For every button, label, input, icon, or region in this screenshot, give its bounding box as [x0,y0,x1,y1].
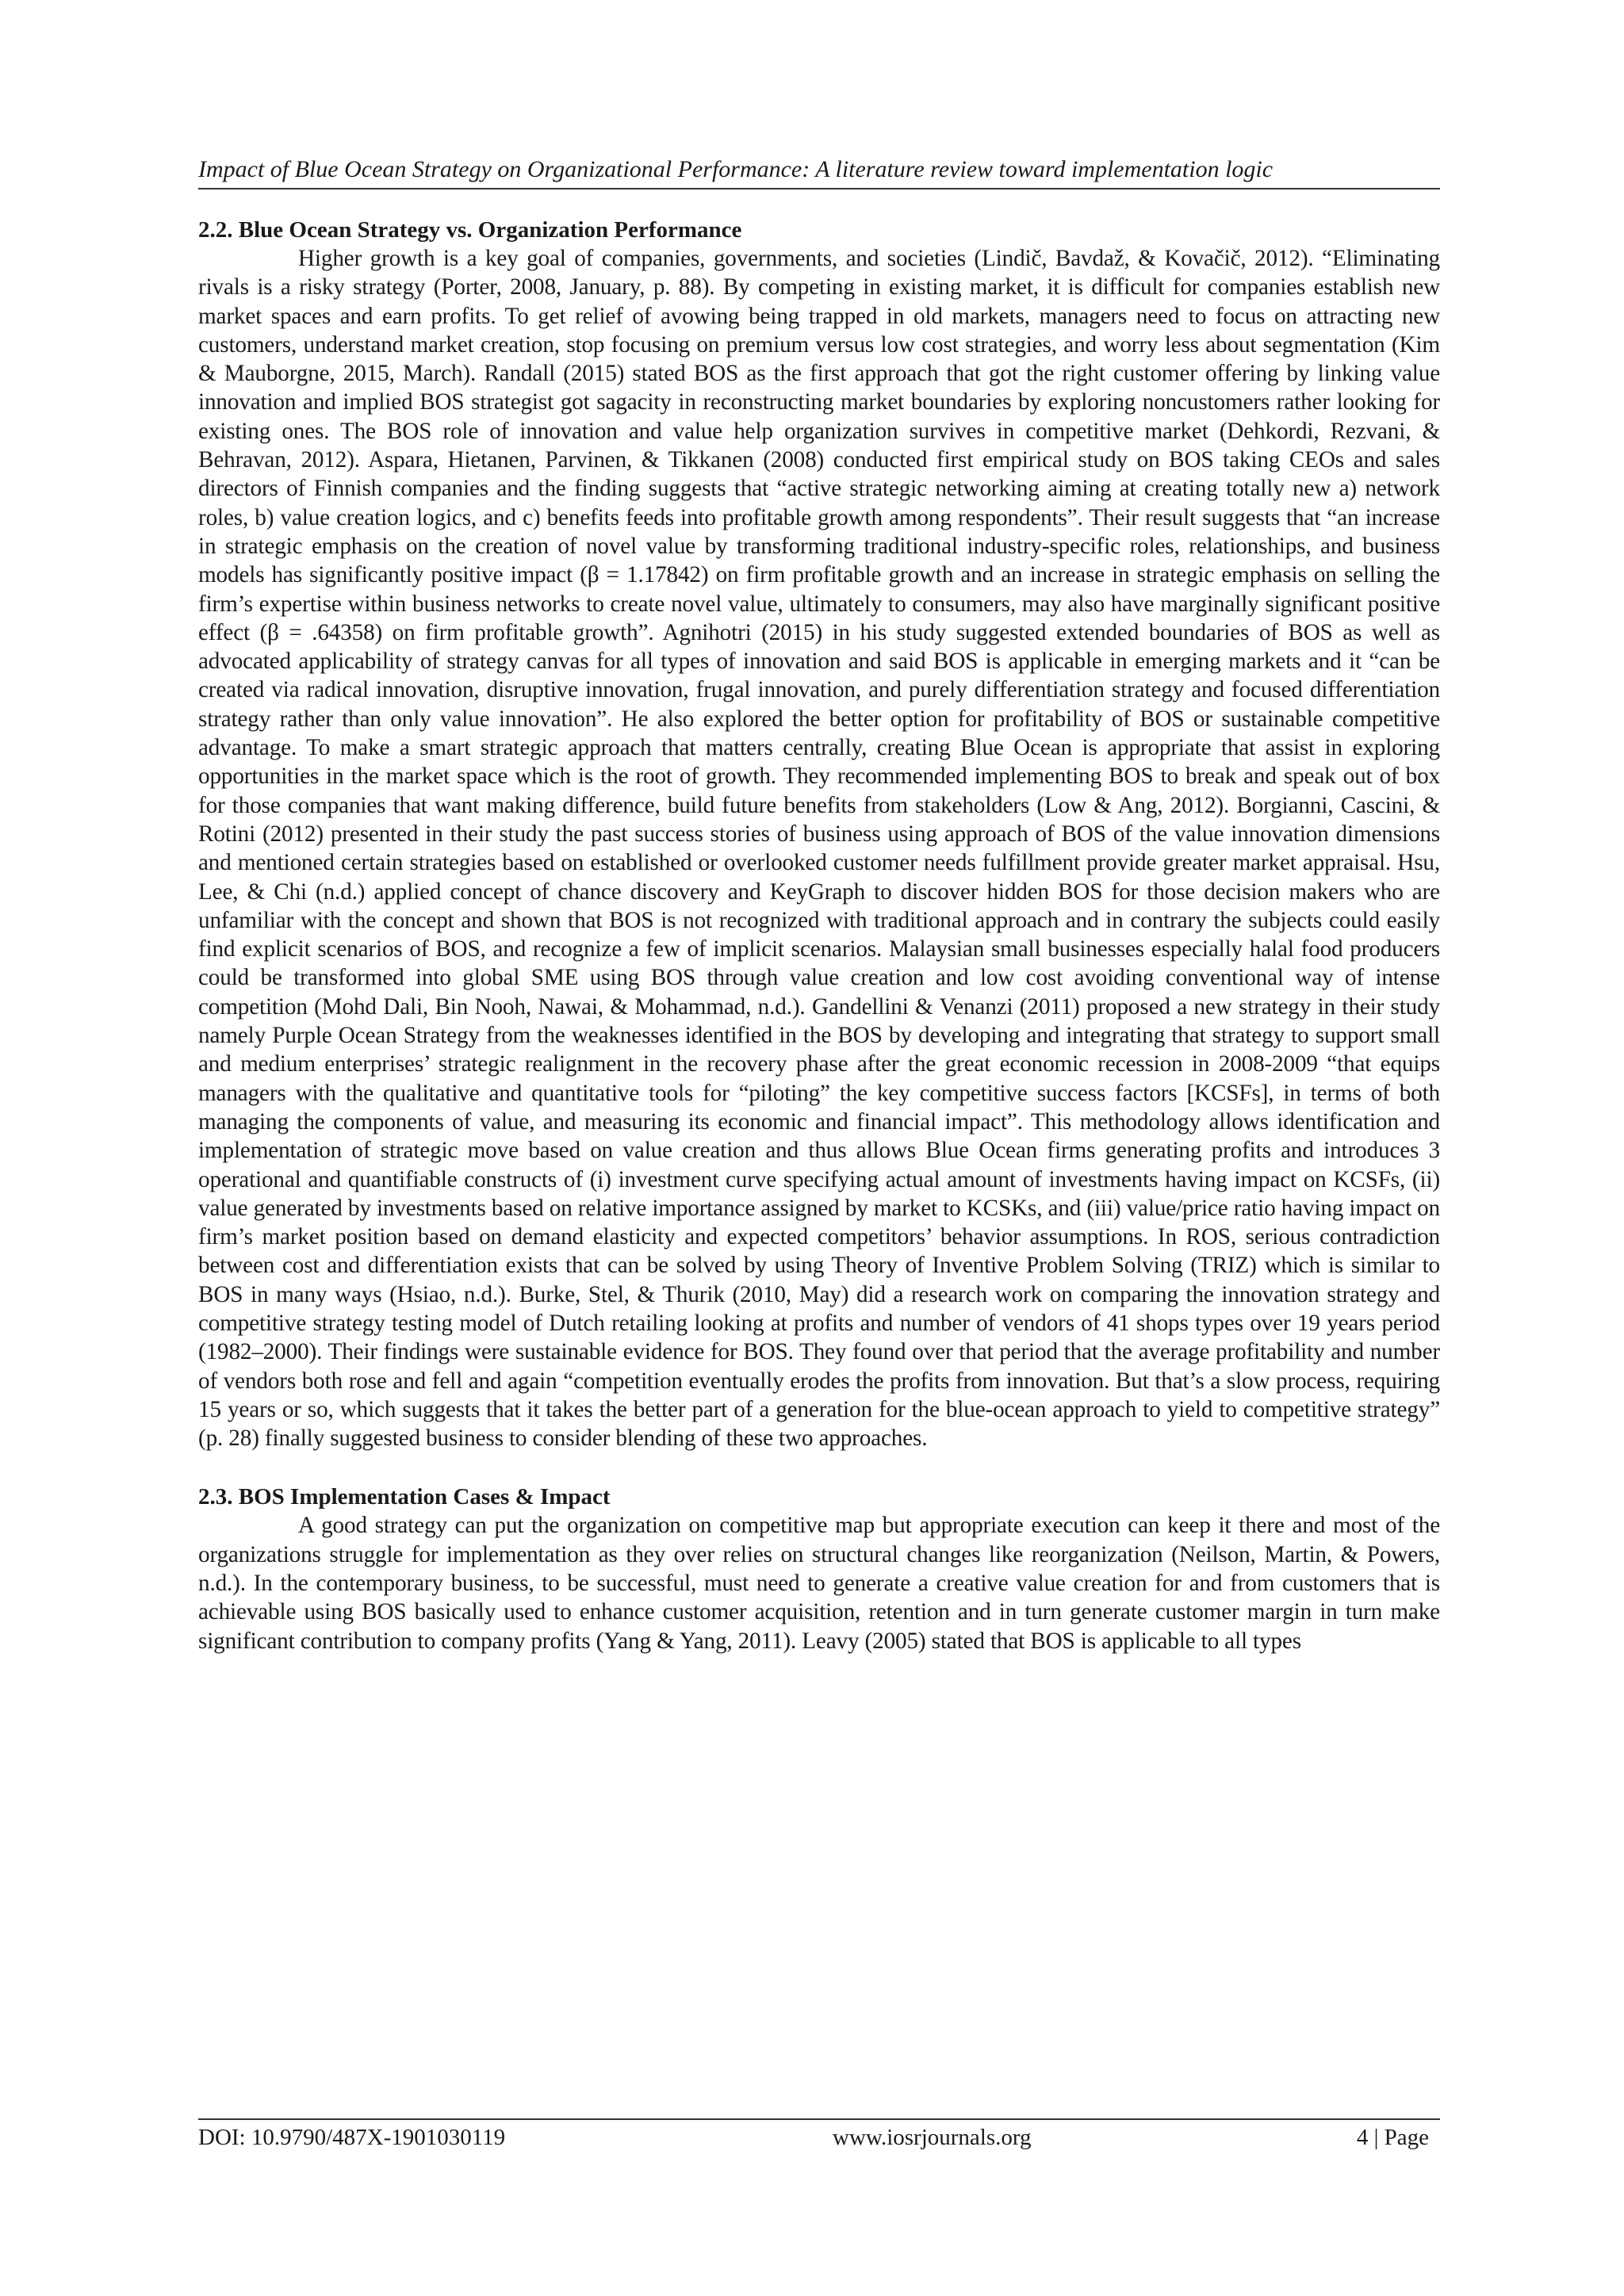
running-header: Impact of Blue Ocean Strategy on Organizational Performance: A literature review toward implementation logic [198,156,1274,182]
footer-page-number: 4 | Page [1356,2125,1429,2150]
header-rule [198,188,1440,189]
footer-website: www.iosrjournals.org [833,2125,1032,2150]
section-2-2-paragraph: Higher growth is a key goal of companies, governments, and societies (Lindič, Bavdaž, & Kovačič, 2012). “Eliminating rivals is a risky strategy (Porter, 2008, January, p. 88). By competing in existing market, it is difficult for companies establish new market spaces and earn profits. To get relief of avowing being trapped in old markets, managers need to focus on attracting new customers, understand market creation, stop focusing on premium versus low cost strategies, and worry less about segmentation (Kim & Mauborgne, 2015, March). Randall (2015) stated BOS as the first approach that got the right customer offering by linking value innovation and implied BOS strategist got sagacity in reconstructing market boundaries by exploring noncustomers rather looking for existing ones. The BOS role of innovation and value help organization survives in competitive market (Dehkordi, Rezvani, & Behravan, 2012). Aspara, Hietanen, Parvinen, & Tikkanen (2008) conducted first empirical study on BOS taking CEOs and sales directors of Finnish companies and the finding suggests that “active strategic networking aiming at creating totally new a) network roles, b) value creation logics, and c) benefits feeds into profitable growth among respondents”. Their result suggests that “an increase in strategic emphasis on the creation of novel value by transforming traditional industry-specific roles, relationships, and business models has significantly positive impact (β = 1.17842) on firm profitable growth and an increase in strategic emphasis on selling the firm’s expertise within business networks to create novel value, ultimately to consumers, may also have marginally significant positive effect (β = .64358) on firm profitable growth”. Agnihotri (2015) in his study suggested extended boundaries of BOS as well as advocated applicability of strategy canvas for all types of innovation and said BOS is applicable in emerging markets and it “can be created via radical innovation, disruptive innovation, frugal innovation, and purely differentiation strategy and focused differentiation strategy rather than only value innovation”. He also explored the better option for profitability of BOS or sustainable competitive advantage. To make a smart strategic approach that matters centrally, creating Blue Ocean is appropriate that assist in exploring opportunities in the market space which is the root of growth. They recommended implementing BOS to break and speak out of box for those companies that want making difference, build future benefits from stakeholders (Low & Ang, 2012). Borgianni, Cascini, & Rotini (2012) presented in their study the past success stories of business using approach of BOS of the value innovation dimensions and mentioned certain strategies based on established or overlooked customer needs fulfillment provide greater market appraisal. Hsu, Lee, & Chi (n.d.) applied concept of chance discovery and KeyGraph to discover hidden BOS for those decision makers who are unfamiliar with the concept and shown that BOS is not recognized with traditional approach and in contrary the subjects could easily find explicit scenarios of BOS, and recognize a few of implicit scenarios. Malaysian small businesses especially halal food producers could be transformed into global SME using BOS through value creation and low cost avoiding conventional way of intense competition (Mohd Dali, Bin Nooh, Nawai, & Mohammad, n.d.). Gandellini & Venanzi (2011) proposed a new strategy in their study namely Purple Ocean Strategy from the weaknesses identified in the BOS by developing and integrating that strategy to support small and medium enterprises’ strategic realignment in the recovery phase after the great economic recession in 2008-2009 “that equips managers with the qualitative and quantitative tools for “piloting” the key competitive success factors [KCSFs], in terms of both managing the components of value, and measuring its economic and financial impact”. This methodology allows identification and implementation of strategic move based on value creation and thus allows Blue Ocean firms generating profits and introduces 3 operational and quantifiable constructs of (i) investment curve specifying actual amount of investments having impact on KCSFs, (ii) value generated by investments based on relative importance assigned by market to KCSKs, and (iii) value/price ratio having impact on firm’s market position based on demand elasticity and expected competitors’ behavior assumptions. In ROS, serious contradiction between cost and differentiation exists that can be solved by using Theory of Inventive Problem Solving (TRIZ) which is similar to BOS in many ways (Hsiao, n.d.). Burke, Stel, & Thurik (2010, May) did a research work on comparing the innovation strategy and competitive strategy testing model of Dutch retailing looking at profits and number of vendors of 41 shops types over 19 years period (1982–2000). Their findings were sustainable evidence for BOS. They found over that period that the average profitability and number of vendors both rose and fell and again “competition eventually erodes the profits from innovation. But that’s a slow process, requiring 15 years or so, which suggests that it takes the better part of a generation for the blue-ocean approach to yield to competitive strategy” (p. 28) finally suggested business to consider blending of these two approaches. [198,246,1440,1452]
section-heading-2-3: 2.3. BOS Implementation Cases & Impact [198,1484,611,1510]
section-spacer [198,1452,1440,1483]
section-heading-2-2: 2.2. Blue Ocean Strategy vs. Organization Performance [198,217,742,243]
article-body [198,216,1440,1655]
section-2-3-paragraph: A good strategy can put the organization on competitive map but appropriate execution can keep it there and most of the organizations struggle for implementation as they over relies on structural changes like reorganization (Neilson, Martin, & Powers, n.d.). In the contemporary business, to be successful, must need to generate a creative value creation for and from customers that is achievable using BOS basically used to enhance customer acquisition, retention and in turn generate customer margin in turn make significant contribution to company profits (Yang & Yang, 2011). Leavy (2005) stated that BOS is applicable to all types [198,1513,1440,1654]
document-page [198,0,1440,2296]
footer-doi: DOI: 10.9790/487X-1901030119 [198,2125,506,2150]
footer-rule [198,2118,1440,2120]
